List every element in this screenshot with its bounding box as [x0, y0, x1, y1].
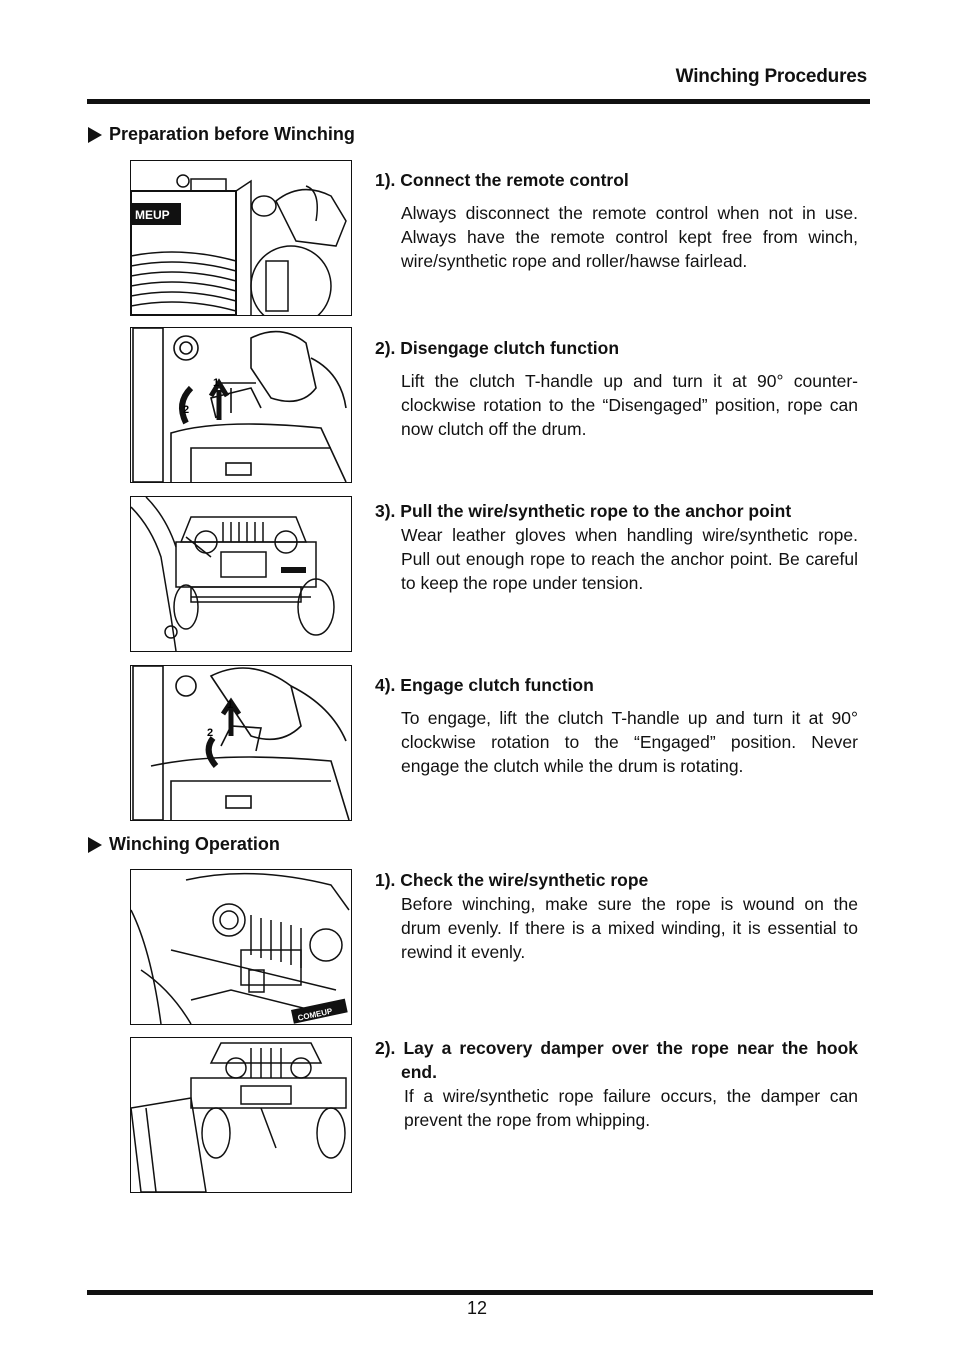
step-engage-clutch	[375, 673, 858, 778]
step-body: Lift the clutch T-handle up and turn it at 90° counter-clockwise rotation to the “Disengaged” position, rope can now clutch off the drum.	[401, 371, 858, 439]
step-disengage-clutch	[375, 336, 858, 441]
step-body: Always disconnect the remote control when not in use. Always have the remote control kept free from winch, wire/synthetic rope and roller/hawse fairlead.	[401, 203, 858, 271]
clutch-engage-icon	[131, 666, 351, 820]
step-heading: 1). Connect the remote control	[375, 170, 629, 190]
section-heading-winching-operation	[88, 834, 280, 855]
triangle-bullet-icon	[88, 837, 102, 853]
step-body: To engage, lift the clutch T-handle up and turn it at 90° clockwise rotation to the “Engaged” position. Never engage the clutch while the drum is rotating.	[401, 708, 858, 776]
vehicle-front-icon	[131, 497, 351, 651]
step-recovery-damper	[375, 1036, 858, 1132]
section-title: Preparation before Winching	[109, 124, 355, 144]
page-number: 12	[466, 1298, 488, 1318]
step-heading: 4). Engage clutch function	[375, 675, 594, 695]
step-mark-2: 2	[183, 404, 190, 416]
recovery-damper-icon	[131, 1038, 351, 1192]
step-body: Before winching, make sure the rope is wound on the drum evenly. If there is a mixed winding, it is essential to rewind it evenly.	[401, 894, 858, 962]
illustration-connect-remote	[130, 160, 352, 316]
step-heading: 2). Lay a recovery damper over the rope near the hook end.	[375, 1038, 858, 1082]
illustration-pull-rope	[130, 496, 352, 652]
clutch-disengage-icon	[131, 328, 351, 482]
step-check-rope	[375, 868, 858, 964]
illustration-disengage-clutch	[130, 327, 352, 483]
step-connect-remote	[375, 168, 858, 273]
step-mark-1: 1	[213, 377, 220, 389]
illustration-check-rope	[130, 869, 352, 1025]
step-heading: 1). Check the wire/synthetic rope	[375, 870, 649, 890]
section-heading-preparation	[88, 124, 355, 145]
section-title: Winching Operation	[109, 834, 280, 854]
page-title: Winching Procedures	[675, 66, 867, 87]
step-mark-1: 1	[227, 699, 234, 711]
step-heading: 2). Disengage clutch function	[375, 338, 620, 358]
step-body: Wear leather gloves when handling wire/synthetic rope. Pull out enough rope to reach the anchor point. Be careful to keep the rope under tension.	[401, 525, 858, 593]
illustration-recovery-damper	[130, 1037, 352, 1193]
triangle-bullet-icon	[88, 127, 102, 143]
header-rule	[87, 99, 870, 104]
step-heading: 3). Pull the wire/synthetic rope to the anchor point	[375, 501, 792, 521]
brand-label: MEUP	[135, 208, 170, 222]
remote-plug-icon	[131, 161, 351, 315]
footer-rule	[87, 1290, 873, 1295]
brand-label: COMEUP	[296, 1006, 334, 1023]
illustration-engage-clutch	[130, 665, 352, 821]
step-mark-2: 2	[207, 727, 214, 739]
step-body: If a wire/synthetic rope failure occurs, the damper can prevent the rope from whipping.	[404, 1086, 858, 1130]
vehicle-winch-icon	[131, 870, 351, 1024]
step-pull-rope	[375, 499, 858, 595]
